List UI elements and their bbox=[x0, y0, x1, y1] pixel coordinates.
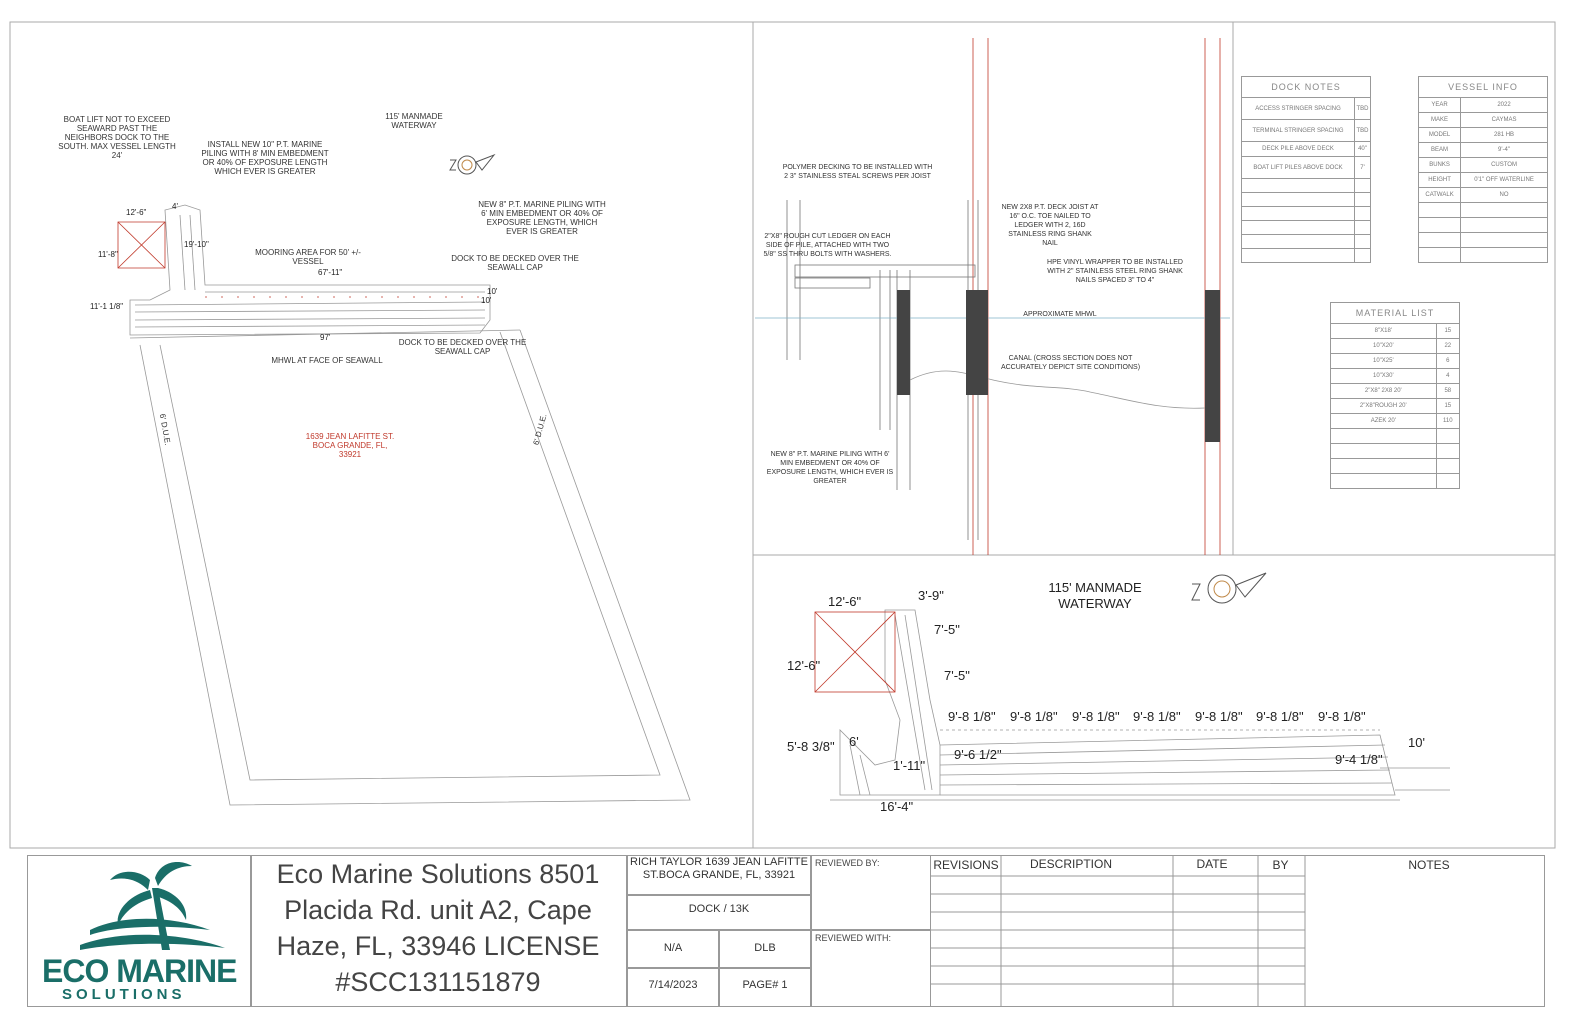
piling-10-note: INSTALL NEW 10" P.T. MARINE PILING WITH 8' MIN EMBEDMENT OR 40% OF EXPOSURE LENGTH WHICH EVER IS GREATER bbox=[201, 140, 329, 176]
by-header: BY bbox=[1272, 858, 1289, 872]
vessel-info-cell: HEIGHT bbox=[1419, 173, 1461, 188]
material-cell: 110 bbox=[1436, 414, 1459, 429]
site-dim-d1: 12'-6" bbox=[126, 208, 147, 217]
site-dim-d8: 10' bbox=[481, 296, 492, 305]
vessel-info-cell: 9'-4" bbox=[1461, 143, 1548, 158]
client-info: RICH TAYLOR 1639 JEAN LAFITTE ST.BOCA GRANDE, FL, 33921 bbox=[630, 856, 808, 881]
plan-dim-b: 3'-9" bbox=[918, 588, 944, 603]
site-dim-d3: 11'-8" bbox=[98, 250, 118, 259]
waterway-line2: WATERWAY bbox=[1058, 596, 1132, 611]
vessel-info-cell: NO bbox=[1461, 188, 1548, 203]
due-left: 6' D.U.E. bbox=[157, 413, 173, 446]
plan-span-dim: 9'-8 1/8" bbox=[1256, 709, 1304, 724]
mhwl-label: APPROXIMATE MHWL bbox=[1023, 311, 1097, 318]
site-dim-d6: 11'-1 1/8" bbox=[90, 302, 124, 311]
due-right: 6' D.U.E. bbox=[531, 413, 549, 447]
plan-span-dim: 9'-8 1/8" bbox=[948, 709, 996, 724]
date-value: 7/14/2023 bbox=[648, 979, 698, 991]
material-cell: 8"X18' bbox=[1331, 324, 1437, 339]
vessel-info-cell: BUNKS bbox=[1419, 158, 1461, 173]
material-cell: 4 bbox=[1436, 369, 1459, 384]
site-dim-d2: 4' bbox=[172, 202, 178, 211]
drawn-by-value: DLB bbox=[754, 942, 776, 954]
material-cell: 10"X20' bbox=[1331, 339, 1437, 354]
plan-dim-l: 10' bbox=[1408, 735, 1425, 750]
dock-notes-title: DOCK NOTES bbox=[1242, 77, 1371, 98]
ledger-note: 2"X8" ROUGH CUT LEDGER ON EACH SIDE OF PILE, ATTACHED WITH TWO 5/8" SS THRU BOLTS WITH WASHERS. bbox=[763, 233, 892, 258]
plan-span-dim: 9'-8 1/8" bbox=[1133, 709, 1181, 724]
plan-dim-f: 5'-8 3/8" bbox=[787, 739, 835, 754]
material-cell: 15 bbox=[1436, 324, 1459, 339]
decked-note-1: DOCK TO BE DECKED OVER THE SEAWALL CAP bbox=[451, 254, 579, 272]
dock-notes-cell: 7' bbox=[1355, 157, 1371, 179]
material-cell: 22 bbox=[1436, 339, 1459, 354]
date-header: DATE bbox=[1196, 857, 1228, 871]
joist-note: NEW 2X8 P.T. DECK JOIST AT 16" O.C. TOE NAILED TO LEDGER WITH 2, 16D STAINLESS RING SHANK NAIL bbox=[1001, 204, 1099, 247]
material-cell: 2"X8"ROUGH 20' bbox=[1331, 399, 1437, 414]
plan-dim-i: 9'-6 1/2" bbox=[954, 747, 1002, 762]
logo-top-text: ECO MARINE bbox=[42, 953, 237, 989]
dock-notes-cell: ACCESS STRINGER SPACING bbox=[1242, 98, 1355, 120]
site-dim-d4: 19'-10" bbox=[184, 240, 209, 249]
canal-note: CANAL (CROSS SECTION DOES NOT ACCURATELY DEPICT SITE CONDITIONS) bbox=[1000, 355, 1141, 371]
material-cell: 10"X25' bbox=[1331, 354, 1437, 369]
plan-span-dim: 9'-8 1/8" bbox=[1318, 709, 1366, 724]
site-address: 1639 JEAN LAFITTE ST. BOCA GRANDE, FL, 33921 bbox=[305, 432, 395, 459]
material-list-title: MATERIAL LIST bbox=[1331, 303, 1460, 324]
logo-bottom-text: SOLUTIONS bbox=[62, 986, 186, 1003]
section-piling-note: NEW 8" P.T. MARINE PILING WITH 6' MIN EMBEDMENT OR 40% OF EXPOSURE LENGTH, WHICH EVER IS GREATER bbox=[766, 451, 894, 485]
material-cell: AZEK 20' bbox=[1331, 414, 1437, 429]
page-value: PAGE# 1 bbox=[742, 979, 788, 991]
job-info: DOCK / 13K bbox=[688, 903, 750, 915]
site-dim-d9: 97' bbox=[320, 333, 331, 342]
plan-dim-h: 1'-11" bbox=[893, 758, 926, 773]
vessel-info-cell: CUSTOM bbox=[1461, 158, 1548, 173]
material-cell: 15 bbox=[1436, 399, 1459, 414]
material-cell: 2"X8" 2X8 20' bbox=[1331, 384, 1437, 399]
plan-dim-c: 7'-5" bbox=[934, 622, 960, 637]
decked-note-2: DOCK TO BE DECKED OVER THE SEAWALL CAP bbox=[398, 338, 527, 356]
site-dim-d7: 10' bbox=[487, 287, 498, 296]
vessel-info-cell: MAKE bbox=[1419, 113, 1461, 128]
waterway-line1: 115' MANMADE bbox=[1048, 580, 1142, 595]
vessel-info-cell: YEAR bbox=[1419, 98, 1461, 113]
decking-note: POLYMER DECKING TO BE INSTALLED WITH 2 3" STAINLESS STEAL SCREWS PER JOIST bbox=[782, 164, 933, 180]
description-header: DESCRIPTION bbox=[1029, 857, 1112, 871]
vessel-info-cell: 0'1" OFF WATERLINE bbox=[1461, 173, 1548, 188]
plan-dim-a: 12'-6" bbox=[828, 594, 862, 609]
reviewed-by-label: REVIEWED BY: bbox=[815, 858, 880, 868]
site-dim-d5: 67'-11" bbox=[318, 268, 343, 277]
notes-header: NOTES bbox=[1408, 858, 1450, 872]
vessel-info-title: VESSEL INFO bbox=[1419, 77, 1548, 98]
vessel-info-cell: 281 HB bbox=[1461, 128, 1548, 143]
plan-span-dim: 9'-8 1/8" bbox=[1195, 709, 1243, 724]
dock-notes-cell: 40" bbox=[1355, 142, 1371, 157]
material-cell: 10"X30' bbox=[1331, 369, 1437, 384]
scale-value: N/A bbox=[663, 942, 683, 954]
wrapper-note: HPE VINYL WRAPPER TO BE INSTALLED WITH 2" STAINLESS STEEL RING SHANK NAILS SPACED 3" TO 4" bbox=[1047, 259, 1183, 284]
plan-dim-d: 7'-5" bbox=[944, 668, 970, 683]
vessel-info-cell: BEAM bbox=[1419, 143, 1461, 158]
piling-8-note: NEW 8" P.T. MARINE PILING WITH 6' MIN EMBEDMENT OR 40% OF EXPOSURE LENGTH, WHICH EVER IS GREATER bbox=[478, 200, 606, 236]
vessel-info-cell: MODEL bbox=[1419, 128, 1461, 143]
plan-dim-g: 6' bbox=[849, 734, 859, 749]
vessel-info-cell: CAYMAS bbox=[1461, 113, 1548, 128]
material-cell: 6 bbox=[1436, 354, 1459, 369]
mooring-note: MOORING AREA FOR 50' +/- VESSEL bbox=[255, 248, 361, 266]
plan-dim-k: 9'-4 1/8" bbox=[1335, 752, 1383, 767]
plan-dim-j: 16'-4" bbox=[880, 799, 914, 814]
plan-span-dim: 9'-8 1/8" bbox=[1010, 709, 1058, 724]
dock-notes-cell: TERMINAL STRINGER SPACING bbox=[1242, 120, 1355, 142]
waterway-label-site: 115' MANMADE WATERWAY bbox=[385, 112, 443, 130]
vessel-info-cell: 2022 bbox=[1461, 98, 1548, 113]
dock-notes-cell: BOAT LIFT PILES ABOVE DOCK bbox=[1242, 157, 1355, 179]
material-cell: 58 bbox=[1436, 384, 1459, 399]
revisions-header: REVISIONS bbox=[933, 858, 999, 872]
reviewed-with-label: REVIEWED WITH: bbox=[815, 933, 891, 943]
plan-dim-e: 12'-6" bbox=[787, 658, 821, 673]
boat-lift-note: BOAT LIFT NOT TO EXCEED SEAWARD PAST THE NEIGHBORS DOCK TO THE SOUTH. MAX VESSEL LENGTH 24' bbox=[58, 115, 176, 160]
dock-notes-cell: TBD bbox=[1355, 98, 1371, 120]
plan-span-dim: 9'-8 1/8" bbox=[1072, 709, 1120, 724]
mhwl-note: MHWL AT FACE OF SEAWALL bbox=[271, 356, 383, 365]
company-info: Eco Marine Solutions 8501 Placida Rd. unit A2, Cape Haze, FL, 33946 LICENSE #SCC131151879 bbox=[276, 859, 600, 997]
vessel-info-cell: CATWALK bbox=[1419, 188, 1461, 203]
dock-notes-cell: DECK PILE ABOVE DECK bbox=[1242, 142, 1355, 157]
dock-notes-cell: TBD bbox=[1355, 120, 1371, 142]
